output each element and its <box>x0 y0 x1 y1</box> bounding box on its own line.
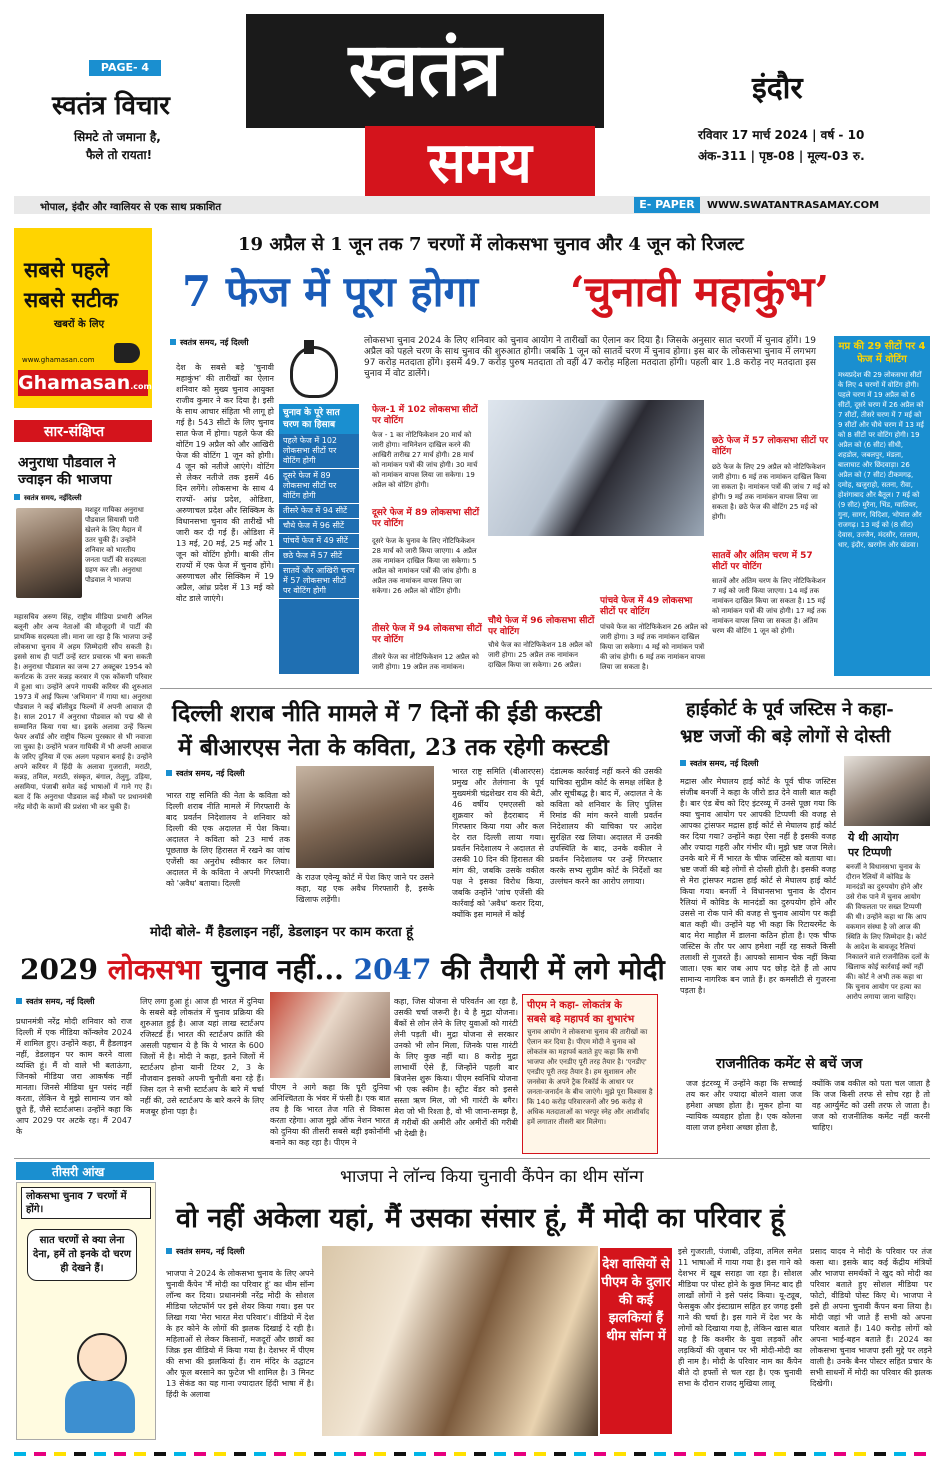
sidebar-body-2: महासचिव अरुण सिंह, राष्ट्रीय मीडिया प्रभारी अनिल बलूनी और अन्य नेताओं की मौजूदगी में पार्टी की प्राथमिक सदस्यता ली। माना जा रहा है कि भाजपा उन्हें लोकसभा चुनाव में अहम जिम्मेदारी सौंप सकती है। इससे साथ ही पार्टी उन्हें स्टार प्रचारक भी बना सकती है। अनुराधा पौडवाल का जन्म 27 अक्टूबर 1954 को कर्नाटक के उत्तर कन्नड़ करवार में एक कोंकणी परिवार में हुआ था। उन्होंने अपने गायकी करियर की शुरुआत 1973 में आई फिल्म 'अभिमान' में गाया था। अनुराधा पौडवाल ने कई बॉलीवुड फिल्मों में अपनी आवाज दी है। साल 2017 में अनुराधा पौडवाल को पद्म श्री से सम्मानित किया गया था। इसके अलावा उन्हें फिल्म फेयर अवॉर्ड और राष्ट्रीय फिल्म पुरस्कार से भी नवाजा जा चुका है। उन्होंने भजन गायिकी में भी अपनी आवाज के जरिए दुनिया में एक अलग पहचान बनाई है। उन्होंने अपने करियर में हिंदी के अलावा गुजराती, मराठी, कन्नड़, तमिल, मराठी, संस्कृत, बंगाल, तेलुगु, उड़िया, असमिया, पंजाबी समेत कई भाषाओं में गाने गए हैं। बता दें कि अनुराधा पौडवाल कई मौकों पर प्रधानमंत्री नरेंद्र मोदी के कामों की प्रशंसा भी कर चुकी हैं। <box>14 613 152 811</box>
city: इंदौर <box>752 71 803 106</box>
kavitha-photo <box>296 766 434 868</box>
hc-note-title-1: ये थी आयोग <box>848 831 899 844</box>
phase-box-title: चुनाव के पूरे सात चरण का हिसाब <box>279 404 359 434</box>
hc-headline-2: भ्रष्ट जजों की बड़े लोगों से दोस्ती <box>680 726 891 747</box>
sidebar-title: अनुराधा पौडवाल ने ज्वाइन की भाजपा <box>18 455 116 488</box>
phase-2-body: दूसरे फेज के चुनाव के लिए नोटिफिकेशन 28 मार्च को जारी किया जाएगा। 4 अप्रैल तक नामांकन दाखिल किया जा सकेगा। 5 अप्रैल को नामांकन पत्रों की जांच होगी। 8 अप्रैल तक नामांकन वापस लिया जा सकेगा। 26 अप्रैल को वोटिंग होगी। <box>372 537 477 595</box>
justice-photo <box>844 756 930 826</box>
political-header: राजनीतिक कमेंट से बचें जज <box>716 1056 863 1072</box>
megaphone-icon <box>114 343 140 363</box>
lead-kicker: 19 अप्रैल से 1 जून तक 7 चरणों में लोकसभा चुनाव और 4 जून को रिजल्ट <box>238 234 744 255</box>
ghamasan-ad[interactable] <box>14 228 152 408</box>
modi-col-4: कहा, जिस योजना से परिवर्तन आ रहा है, उसकी चर्चा जरूरी है। ये है मुद्रा योजना। बैंकों से लोन लेने के लिए युवाओं को गारंटी लेनी पड़ती थी। मुद्रा योजना से सरकार उनको भी लोन मिला, जिनके पास गारंटी के लिए कुछ नहीं था। 8 करोड़ मुद्रा लाभार्थी ऐसे हैं, जिन्होंने पहली बार बिजनेस शुरू किया। पीएम स्वनिधि योजना भी एक स्कीम है। स्ट्रीट वेंडर को इससे सस्ता ऋण मिल, जो भी गारंटी के बगैर। मेरा जो भी रिश्ता है, वो भी जाना-समझ है, मैं गरीबों की अमीरी और अमीरों की गरीबी भी देखी है। <box>394 997 518 1138</box>
phase-5-body: पांचवे फेज का नोटिफिकेशन 26 अप्रैल को जारी होगा। 3 मई तक नामांकन दाखिल किया जा सकेगा। 4 मई को नामांकन पत्रों की जांच होगी। 6 मई तक नामांकन वापस लिया जा सकता है। <box>600 623 708 671</box>
hc-note-title-2: पर टिप्पणी <box>848 846 892 859</box>
ad-brand <box>18 370 152 396</box>
political-col-2: क्योंकि जब वकील को पता चल जाता है कि जज किसी तरफ से सोच रहा है तो वह आर्ग्युमेंट को उसी तरफ ले जाता है। जज को राजनीतिक कमेंट नहीं करनी चाहिए। <box>812 1079 930 1132</box>
ad-brand-com: .com <box>130 382 152 391</box>
phase-item-4: चौथे फेज में 96 सीटें <box>279 519 359 534</box>
phase-2-title: दूसरे फेज में 89 लोकसभा सीटों पर वोटिंग <box>372 508 480 529</box>
hc-note-body: बनर्जी ने विधानसभा चुनाव के दौरान रैलियों में कोविड के मानदंडों का दुरुपयोग होने और उसे रोक पाने में चुनाव आयोग की विफलता पर सख्त टिप्पणी की थी। उन्होंने कहा था कि आप वकमान संस्था है जो आज की स्थिति के लिए जिम्मेदार है। कोर्ट के आदेश के बावजूद रैलियां निकालने वाले राजनीतिक दलों के खिलाफ कोई कार्रवाई क्यों नहीं की। कोर्ट ने अभी तक कहा था कि चुनाव आयोग पर हत्या का आरोप लगाया जाना चाहिए। <box>846 863 930 1001</box>
divider-2 <box>14 1158 930 1159</box>
modi-head-a: 2029 <box>20 953 98 986</box>
cartoon-header-label: तीसरी आंख <box>52 1165 105 1179</box>
song-headline: वो नहीं अकेला यहां, मैं उसका संसार हूं, मैं मोदी का परिवार हूं <box>176 1203 785 1234</box>
phase-4-title: चौथे फेज में 96 लोकसभा सीटों पर वोटिंग <box>488 616 595 637</box>
delhi-col-4: दंडात्मक कार्रवाई नहीं करने की उसकी याचिका सुप्रीम कोर्ट के समक्ष लंबित है और सूचीबद्ध है। बाद में, अदालत ने के कविता को शनिवार के लिए पुलिस रिमांड की मांग करने वाली प्रवर्तन निदेशालय की याचिका पर आदेश सुरक्षित रख लिया। अदालत में उनकी उपस्थिति के बाद, उनके वकील ने प्रवर्तन निदेशालय पर उन्हें गिरफ्तार करके सभ्य सुप्रीम कोर्ट के निर्देशों का उल्लंघन करने का आरोप लगाया। <box>550 767 662 886</box>
modi-kicker: मोदी बोले- मैं हैडलाइन नहीं, डेडलाइन पर काम करता हूं <box>150 925 414 940</box>
delhi-byline: स्वतंत्र समय, नई दिल्ली <box>166 768 245 779</box>
sidebar-photo <box>16 508 82 598</box>
hc-body: मद्रास और मेघालय हाई कोर्ट के पूर्व चीफ जस्टिस संजीब बनर्जी ने कहा के जीरो डाउ देने वाली बात कही है। बार एंड बेंच को दिए इंटरव्यू में उनसे पूछा गया कि क्या चुनाव आयोग पर आपकी टिप्पणी की वजह से आपका ट्रांसफर मद्रास हाई कोर्ट से मेघालय हाई कोर्ट कर दिया गया? उन्होंने कहा ऐसा नहीं है इसकी वजह और ज्यादा गहरी और गंभीर थी। मुझे भ्रष्ट जज मिले। उनके बारे में मैं भारत के चीफ जस्टिस को बताया था। भ्रष्ट जजों की बड़े लोगों से दोस्ती होती है। इसकी वजह से मेरा ट्रांसफर मद्रास हाई कोर्ट से मेघालय हाई कोर्ट किया गया। बनर्जी ने विधानसभा चुनाव के दौरान रैलियां में कोविड के मानदंडों का दुरुपयोग होने और उससे ना रोक पाने की वजह से चुनाव आयोग पर कड़ी बात कही थी। उन्होंने यह भी कहा कि रिटायरमेंट के बाद मेरा माहौल में डालना कठिन होता है। एक चीफ जस्टिस के तौर पर आप हमेशा नहीं रह सकते किसी तलाशी से गुजरते हैं। आपको सामान चेक नहीं किया जाता। एक बार जब आप पद छोड़ देते हैं तो आप सामान्य नागरिक बन जाते हैं। हर कमसीटी से गुजरना पड़ता है। <box>680 777 836 995</box>
phase-4-body: चौथे फेज का नोटिफिकेशन 18 अप्रैल को जारी होगा। 25 अप्रैल तक नामांकन दाखिल किया जा सकेगा। 26 अप्रैल। <box>488 641 593 669</box>
cartoon-body-icon <box>65 1381 135 1433</box>
delhi-col-1: भारत राष्ट्र समिति की नेता के कविता को दिल्ली शराब नीति मामले में गिरफ्तारी के बाद प्रवर्तन निदेशालय ने शनिवार को दिल्ली की एक अदालत में पेश किया। अदालत ने कविता को 23 मार्च तक पूछताछ के लिए हिरासत में रखने का जांच एजेंसी का अनुरोध स्वीकार कर लिया। अदालत में के कविता ने अपनी गिरफ्तारी को 'अवैध' बताया। दिल्ली <box>166 791 290 888</box>
song-kicker: भाजपा ने लॉन्च किया चुनावी कैंपेन का थीम सॉन्ग <box>340 1167 644 1187</box>
election-commissioner-photo <box>488 400 704 536</box>
registration-strip <box>14 1452 930 1456</box>
cartoon-bubble: सात चरणों से क्या लेना देना, हमें तो इनके दो चरण ही देखने हैं। <box>27 1229 137 1281</box>
phase-box <box>279 404 359 674</box>
modi-byline: स्वतंत्र समय, नई दिल्ली <box>16 996 95 1007</box>
mp-box-body: मध्यप्रदेश की 29 लोकसभा सीटों के लिए 4 चरणों में वोटिंग होगी। पहले चरण में 19 अप्रैल को 6 सीटों, दूसरे चरण में 26 अप्रैल को 7 सीटों, तीसरे चरण में 7 मई को 9 सीटों और चौथे चरण में 13 मई को 8 सीटों पर वोटिंग होगी। 19 अप्रैल को (6 सीट) सीधी, शहडोल, जबलपुर, मंडला, बालाघाट और छिंदवाड़ा। 26 अप्रैल को (7 सीट) टीकमगढ़, दमोह, खजुराहो, सतना, रीवा, होशंगाबाद और बैतूल। 7 मई को (9 सीट) मुरैना, भिंड, ग्वालियर, गुना, सागर, विदिशा, भोपाल और राजगढ़। 13 मई को (8 सीट) देवास, उज्जैन, मंदसौर, रतलाम, धार, इंदौर, खरगोन और खंडवा। <box>838 371 924 549</box>
cartoon-caption: लोकसभा चुनाव 7 चरणों में होंगे। <box>21 1187 151 1219</box>
date-line: रविवार 17 मार्च 2024 | वर्ष - 10 <box>698 128 865 142</box>
phase-1-body: फेज - 1 का नोटिफिकेशन 20 मार्च को जारी होगा। नामिनेशन दाखिल करने की आखिरी तारीख 27 मार्च होगी। 28 मार्च को नामांकन पत्रों की जांच होगी। 30 मार्च को नामांकन वापस लिया जा सकेगा। 19 अप्रैल को वोटिंग होगी। <box>372 431 478 489</box>
lead-byline: स्वतंत्र समय, नई दिल्ली <box>170 337 249 348</box>
modi-col-1: प्रधानमंत्री नरेंद्र मोदी शनिवार को राज दिल्ली में एक मीडिया कॉन्क्लेव 2024 में शामिल हुए। उन्होंने कहा, मैं हैडलाइन नहीं, डेडलाइन पर काम करने वाला व्यक्ति हूं। मैं वो वाले भी बताऊंगा, जिनको मीडिया जरा आकर्षक नहीं मानता। जिनसे मीडिया धुन पसंद नहीं करता, लेकिन वे मुझे सामान्य जन को छूते हैं, जैसे स्टार्टअप्स। उन्होंने कहा कि आप 2029 पर अटके रह। मैं 2047 के <box>16 1017 132 1136</box>
modi-under-photo: पीएम ने आगे कहा कि पूरी दुनिया अनिश्चितता के भंवर में फंसी है। एक बात तय है कि भारत तेज गति से विकास करता रहेगा। आज मुझे ऑफ नेशन भारत को दुनिया की तीसरी सबसे बड़ी इकोनॉमी बनाने का कह रहा है। पीएम ने <box>270 1083 390 1147</box>
modi-head-e: की तैयारी में लगे मोदी <box>441 953 665 986</box>
mp-box <box>834 336 930 676</box>
modi-head-b: लोकसभा <box>107 953 202 986</box>
lead-headline-red: ‘चुनावी महाकुंभ’ <box>570 267 830 316</box>
phase-item-1: पहले फेज में 102 लोकसभा सीटों पर वोटिंग होगी <box>279 434 359 469</box>
website-link[interactable]: WWW.SWATANTRASAMAY.COM <box>707 200 880 211</box>
phase-7-body: सातवें और अंतिम चरण के लिए नोटिफिकेशन 7 मई को जारी किया जाएगा। 14 मई तक नामांकन दाखिल किया जा सकता है। 15 मई को नामांकन पत्रों की जांच होगी। 17 मई तक नामांकन वापस लिया जा सकता है। अंतिम चरण की वोटिंग 1 जून को होगी। <box>712 577 827 635</box>
cartoon-figure-icon <box>77 1333 127 1383</box>
lead-headline-blue: 7 फेज में पूरा होगा <box>182 267 478 316</box>
sidebar-body-1: मशहूर गायिका अनुराधा पौडवाल सियासी पारी खेलने के लिए मैदान में उतर चुकी हैं। उन्होंने शनिवार को भारतीय जनता पार्टी की सदस्यता ग्रहण कर ली। अनुराधा पौडवाल ने भाजपा <box>85 506 146 584</box>
modi-head-d: 2047 <box>353 953 432 986</box>
mp-box-title: मप्र की 29 सीटों पर 4 फेज में वोटिंग <box>838 341 926 365</box>
phase-item-5: पांचवें फेज में 49 सीटें <box>279 534 359 549</box>
sidebar-header-label: सार-संक्षिप्त <box>44 424 105 440</box>
ad-line-3: खबरों के लिए <box>54 319 105 330</box>
logo-top: स्वतंत्र <box>246 14 604 128</box>
phase-5-title: पांचवे फेज में 49 लोकसभा सीटों पर वोटिंग <box>600 596 693 617</box>
song-photo-caption: देश वासियों से पीएम के दुलार की कई झलकियां हैं थीम सॉन्ग में <box>600 1248 672 1434</box>
hc-byline: स्वतंत्र समय, नई दिल्ली <box>680 758 759 769</box>
song-col-3: इसे गुजराती, पंजाबी, उड़िया, तमिल समेत 11 भाषाओं में गाया गया है। इस गाने को देशभर में खूब सराहा जा रहा है। सोशल मीडिया पर पोस्ट होने के कुछ मिनट बाद ही लाखों लोगों ने इसे पसंद किया। यू-ट्यूब, फेसबुक और इंस्टाग्राम सहित हर जगह इसी गाने की चर्चा है। इस गाने में देश भर के लोगों को दिखाया गया है, लेकिन खास बात यह है कि कश्मीर के युवा लड़कों और लड़कियों की जुबान पर भी मोदी-मोदी का ही नाम है। मोदी के परिवार नाम का कैंपेन बीते दो हफ्तों से चल रहा है। एक चुनावी सभा के दौरान राजद मुखिया लालू <box>678 1247 802 1388</box>
ad-site: www.ghamasan.com <box>22 356 95 364</box>
editions-line: भोपाल, इंदौर और ग्वालियर से एक साथ प्रकाशित <box>40 202 222 213</box>
song-col-4: प्रसाद यादव ने मोदी के परिवार पर तंज कसा था। इसके बाद कई केंद्रीय मंत्रियों और भाजपा समर्थकों ने खुद को मोदी का परिवार बताते हुए सोशल मीडिया पर फोटो, वीडियो पोस्ट किए थे। भाजपा ने इसे ही अपना चुनावी कैंपन बना लिया है। मोदी जहां भी जाते हैं सभी को अपना परिवार बताते हैं। 140 करोड़ लोगों को अपना भाई-बहन बताते हैं। 2024 का लोकसभा चुनाव भाजपा इसी मुद्दे पर लड़ने वाली है। उनके बैनर पोस्टर सहित प्रचार के सभी साधनों में मोदी का परिवार की झलक दिखेगी। <box>810 1247 932 1388</box>
section-title: स्वतंत्र विचार <box>52 91 170 121</box>
phase-list <box>279 434 359 599</box>
phase-1-title: फेज-1 में 102 लोकसभा सीटों पर वोटिंग <box>372 405 478 426</box>
voter-hand-icon <box>282 340 342 400</box>
issue-line: अंक-311 | पृष्ठ-08 | मूल्य-03 रु. <box>698 149 865 163</box>
pm-box <box>522 994 658 1154</box>
phase-item-7: सातवें और आखिरी चरण में 57 लोकसभा सीटों पर वोटिंग होगी <box>279 564 359 599</box>
ad-brand-name: Ghamasan <box>18 372 131 394</box>
modi-child-photo <box>322 1246 598 1436</box>
delhi-col-3: भारत राष्ट्र समिति (बीआरएस) प्रमुख और तेलंगाना के पूर्व मुख्यमंत्री चंद्रशेखर राव की बेटी, 46 वर्षीय एमएलसी को शुक्रवार को हैदराबाद में गिरफ्तार किया गया और कल देर रात दिल्ली लाया गया। प्रवर्तन निदेशालय ने अदालत से उसकी 10 दिन की हिरासत की मांग की, जबकि उसके वकील पक्ष ने इसका विरोध किया, जबकि उन्होंने 'जांच एजेंसी की कार्रवाई को 'अवैध' करार दिया, क्योंकि इस मामले में कोई <box>452 767 544 919</box>
ad-line-1: सबसे पहले <box>24 258 110 282</box>
lead-col-1: देश के सबसे बड़े 'चुनावी महाकुंभ' की तारीखों का ऐलान शनिवार को मुख्य चुनाव आयुक्त राजीव कुमार ने कर दिया है। इसी के साथ आचार संहिता भी लागू हो गई है। 543 सीटों के लिए चुनाव सात फेज में होगा। पहले फेज की वोटिंग 19 अप्रैल को और आखिरी फेज की वोटिंग 1 जून को होगी। 4 जून को नतीजे आएंगे। वोटिंग से लेकर नतीजे तक इसमें 46 दिन लगेंगे। लोकसभा के साथ 4 राज्यों- आंध्र प्रदेश, ओडिशा, अरुणाचल प्रदेश और सिक्किम के विधानसभा चुनाव की तारीखें भी जारी कर दी गई हैं। ओडिशा में 13 मई, 20 मई, 25 मई और 1 जून को वोटिंग होगी। बाकी तीन राज्यों में एक फेज में चुनाव होंगे। अरुणाचल और सिक्किम में 19 अप्रैल, आंध्र प्रदेश में 13 मई को वोट डाले जाएंगे। <box>176 363 274 603</box>
sidebar-byline: स्वतंत्र समय, नईदिल्ली <box>14 494 82 503</box>
page-badge: PAGE- 4 <box>89 60 161 76</box>
cartoon-panel <box>16 1182 156 1440</box>
modi-headline <box>20 950 665 988</box>
modi-head-c: चुनाव नहीं... <box>211 953 344 986</box>
pm-box-title-2: सबसे बड़े महापर्व का शुभारंभ <box>527 1014 635 1025</box>
ad-line-2: सबसे सटीक <box>24 288 119 312</box>
logo-bottom: समय <box>365 126 595 202</box>
tagline-1: सिमटे तो जमाना है, <box>74 130 161 144</box>
song-byline: स्वतंत्र समय, नई दिल्ली <box>166 1246 245 1257</box>
delhi-headline-2: में बीआरएस नेता के कविता, 23 तक रहेगी कस्टडी <box>178 734 609 761</box>
cartoon-header <box>16 1162 154 1180</box>
delhi-headline-1: दिल्ली शराब नीति मामले में 7 दिनों की ईडी कस्टडी <box>172 700 602 727</box>
phase-3-title: तीसरे फेज में 94 लोकसभा सीटों पर वोटिंग <box>372 624 482 645</box>
pm-box-body: चुनाव आयोग ने लोकसभा चुनाव की तारीखों का ऐलान कर दिया है। पीएम मोदी ने चुनाव को लोकतंत्र का महापर्व बताते हुए कहा कि सभी भाजपा और एनडीए पूरी तरह तैयार है। 'एनडीए' एनडीए पूरी तरह तैयार है। हम सुशासन और जनसेवा के अपने ट्रैक रिकॉर्ड के आधार पर जनता-जनार्दन के बीच जाएंगे। मुझे पूरा विश्वास है कि 140 करोड़ परिवारजनों और 96 करोड़ से अधिक मतदाताओं का भरपूर स्नेह और आशीर्वाद हमें लगातार तीसरी बार मिलेगा। <box>527 1028 653 1126</box>
delhi-col-under-photo: के राउज एवेन्यू कोर्ट में पेश किए जाने पर उसने कहा, यह एक अवैध गिरफ्तारी है, इसके खिलाफ लड़ेंगी। <box>296 873 434 904</box>
hc-headline-1: हाईकोर्ट के पूर्व जस्टिस ने कहा- <box>686 699 894 720</box>
phase-item-2: दूसरे फेज में 89 लोकसभा सीटों पर वोटिंग होगी <box>279 469 359 504</box>
ballot-hand-icon <box>178 352 268 354</box>
pm-box-title-1: पीएम ने कहा- लोकतंत्र के <box>527 1000 622 1011</box>
phase-item-6: छठे फेज में 57 सीटें <box>279 549 359 564</box>
phase-3-body: तीसरे फेज का नोटिफिकेशन 12 अप्रैल को जारी होगा। 19 अप्रैल तक नामांकन। <box>372 653 479 671</box>
phase-item-3: तीसरे फेज में 94 सीटें <box>279 504 359 519</box>
phase-7-title: सातवें और अंतिम चरण में 57 सीटों पर वोटिंग <box>712 551 813 572</box>
epaper-badge: E- PAPER <box>634 197 700 213</box>
phase-6-body: छठे फेज के लिए 29 अप्रैल को नोटिफिकेशन जारी होगा। 6 मई तक नामांकन दाखिल किया जा सकता है। नामांकन पत्रों की जांच 7 मई को होगी। 9 मई तक नामांकन वापस लिया जा सकता है। छठे फेज की वोटिंग 25 मई को होगी। <box>712 463 830 521</box>
divider-1 <box>160 688 932 689</box>
tagline-2: फैले तो रायता! <box>86 148 153 162</box>
song-col-1: भाजपा ने 2024 के लोकसभा चुनाव के लिए अपने चुनावी कैंपेन 'मैं मोदी का परिवार हूं' का थीम सॉन्ग लॉन्च कर दिया। प्रधानमंत्री नरेंद्र मोदी के सोशल मीडिया प्लेटफॉर्म पर इसे शेयर किया गया। इस पर लिखा गया 'मेरा भारत मेरा परिवार'। वीडियो में देश के हर कोने के लोगों की झलक दिखाई दे रही है। महिलाओं से लेकर किसानों, मजदूरों और छात्रों का जिक्र इस वीडियो में किया गया है। देशभर में पीएम की सभा की झलकियां हैं। राम मंदिर के उद्घाटन और फूल बरसाने का फुटेज भी शामिल है। 3 मिनट 13 सेकंड का यह गाना ज्यादातर हिंदी भाषा में है। हिंदी के अलावा <box>166 1269 314 1399</box>
sidebar-header <box>14 420 152 442</box>
modi-photo <box>270 992 390 1078</box>
political-col-1: जज इंटरव्यू में उन्होंने कहा कि सच्चाई तय कर और ज्यादा बोलने वाला जज हमेशा अच्छा होता है। मुकर होना या न्यायिक व्यवहार होता है। एक कोलना वाला जज हमेशा अच्छा होता है, <box>686 1079 802 1132</box>
lead-intro: लोकसभा चुनाव 2024 के लिए शनिवार को चुनाव आयोग ने तारीखों का ऐलान कर दिया है। जिसके अनुसार सात चरणों में चुनाव होंगे। 19 अप्रैल को पहले चरण के साथ चुनाव की शुरुआत होगी। जबकि 1 जून को सातवें चरण में चुनाव होगा। इस बार के लोकसभा चुनाव में लगभग 97 करोड़ मतदाता होंगे। इसमें 49.7 करोड़ पुरुष मतदाता तो वहीं 47 करोड़ महिला मतदाता होंगी। पहली बार 1.8 करोड़ नए मतदाता इस चुनाव में वोट डालेंगे। <box>364 336 816 379</box>
modi-col-2: लिए लगा हुआ हूं। आज ही भारत में दुनिया के सबसे बड़े लोकतंत्र में चुनाव प्रक्रिया की शुरुआत हुई है। आज यहां लाख स्टार्टअप रजिस्टर्ड हैं। भारत की स्टार्टअप क्रांति की असली पहचान ये है कि ये भारत के 600 जिलों में है। मोदी ने कहा, इतने जिलों में स्टार्टअप होना यानी टियर 2, 3 के नौजवान इसको अपनी चुनौती बना रहे हैं। जिस दल ने सभी स्टार्टअप के बारे में चर्चा नहीं की, उसे स्टार्टअप के बारे करने के लिए मजबूर होना पड़ा है। <box>140 997 264 1116</box>
phase-6-title: छठे फेज में 57 लोकसभा सीटों पर वोटिंग <box>712 436 829 457</box>
